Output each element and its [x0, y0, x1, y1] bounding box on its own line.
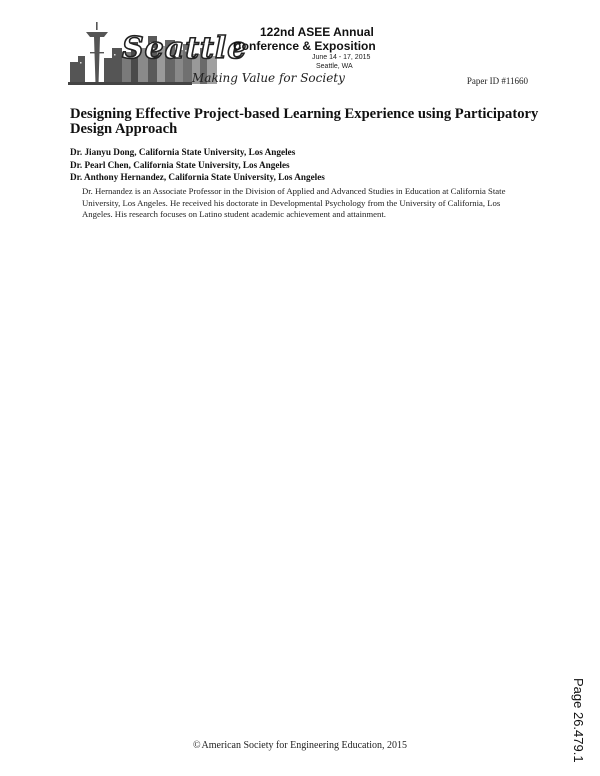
conference-dates: June 14 - 17, 2015	[312, 54, 371, 61]
logo-tagline: Making Value for Society	[192, 71, 345, 85]
conference-title-line1: 122nd ASEE Annual	[260, 25, 374, 39]
author-item: Dr. Jianyu Dong, California State University, Los Angeles	[70, 147, 296, 157]
author-list	[70, 146, 540, 184]
author-item: Dr. Pearl Chen, California State University, Los Angeles	[70, 159, 290, 170]
paper-id: Paper ID #11660	[466, 76, 528, 86]
author-bio: Dr. Hernandez is an Associate Professor in the Division of Applied and Advanced Studies in Education at California State University, Los Angeles. He received his doctorate in Developmental Psychology from the University of California, Los Angeles. His research focuses on Latino student academic achievement and attainment.	[82, 186, 506, 219]
logo-wordmark: Seattle	[122, 31, 248, 66]
copyright-icon: ©	[192, 740, 201, 751]
footer-copyright	[0, 740, 600, 751]
conference-title	[233, 25, 376, 53]
conference-date-location	[312, 53, 370, 71]
conference-title-line2: Conference & Exposition	[233, 39, 376, 53]
page-number: Page 26.479.1	[571, 678, 586, 763]
conference-location: Seattle, WA	[316, 63, 353, 70]
author-item: Dr. Anthony Hernandez, California State University, Los Angeles	[70, 172, 325, 182]
footer-text: American Society for Engineering Education, 2015	[201, 740, 408, 751]
paper-title: Designing Effective Project-based Learning Experience using Participatory Design Approach	[70, 106, 539, 137]
